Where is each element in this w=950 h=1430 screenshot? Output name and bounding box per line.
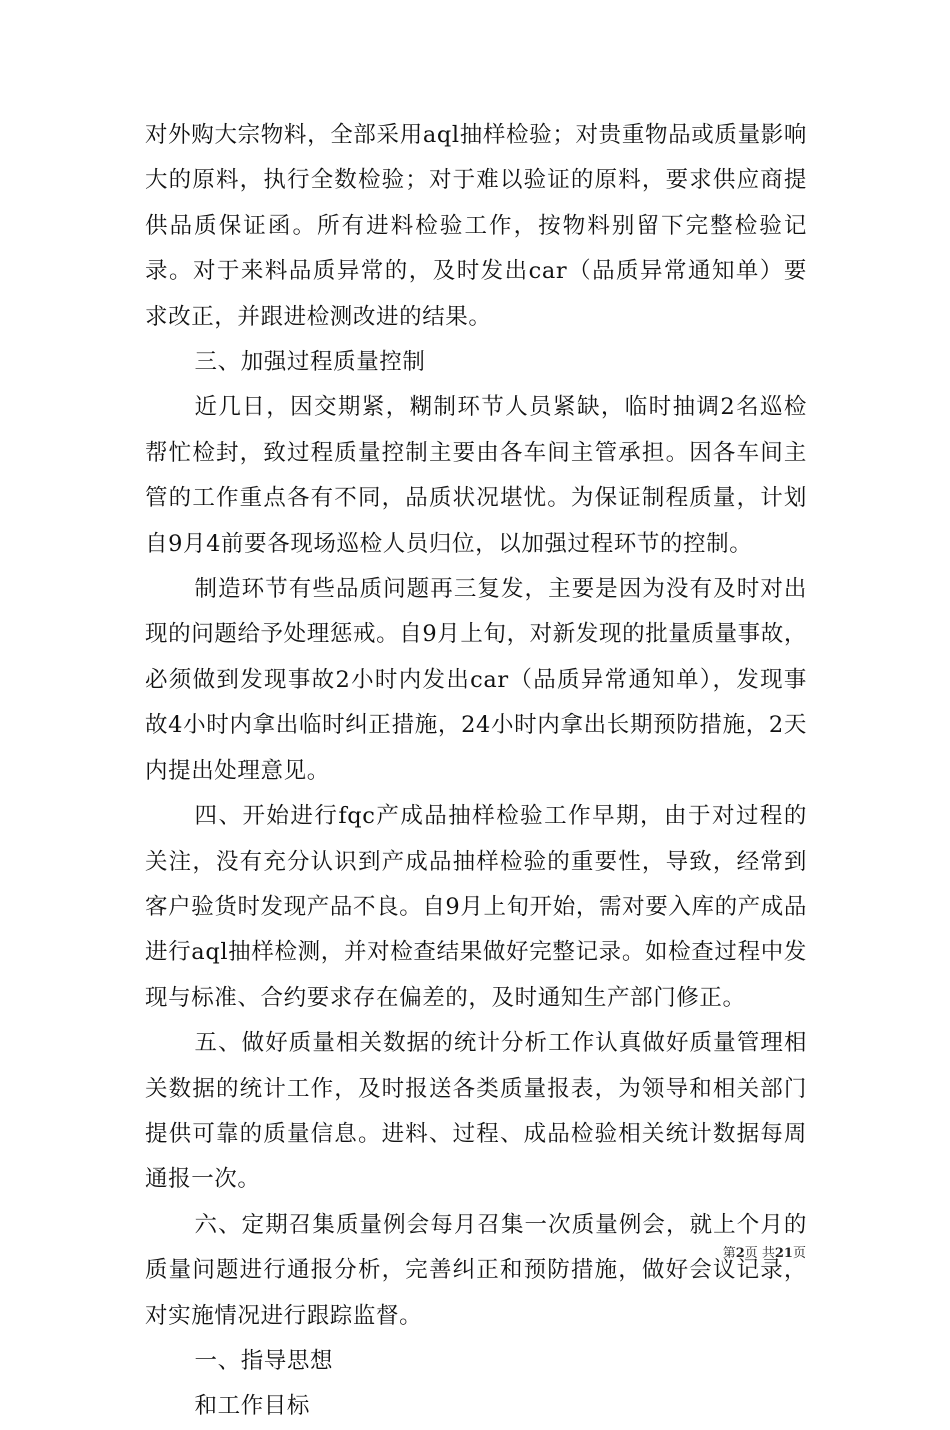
section-heading-process-control: 三、加强过程质量控制	[194, 349, 426, 376]
paragraph-incoming-inspection: 对外购大宗物料，全部采用aql抽样检验；对贵重物品或质量影响大的原料，执行全数检验；对于难以验证的原料，要求供应商提供品质保证函。所有进料检验工作，按物料别留下完整检验记录。对于来料品质异常的，及时发出car（品质异常通知单）要求改正，并跟进检测改进的结果。	[145, 122, 807, 330]
paragraph-quality-meeting: 六、定期召集质量例会每月召集一次质量例会，就上个月的质量问题进行通报分析，完善纠正和预防措施，做好会议记录，对实施情况进行跟踪监督。	[145, 1211, 807, 1329]
document-body	[145, 113, 807, 1430]
footer-suffix: 页	[792, 1246, 806, 1261]
footer-middle: 页 共	[744, 1246, 775, 1261]
current-page-number: 2	[735, 1246, 745, 1261]
section-heading-work-goals: 和工作目标	[194, 1393, 311, 1420]
paragraph-quality-incidents: 制造环节有些品质问题再三复发，主要是因为没有及时对出现的问题给予处理惩戒。自9月上旬，对新发现的批量质量事故，必须做到发现事故2小时内发出car（品质异常通知单），发现事故4小时内拿出临时纠正措施，24小时内拿出长期预防措施，2天内提出处理意见。	[145, 576, 807, 784]
total-pages-number: 21	[774, 1246, 793, 1261]
paragraph-patrol-inspection: 近几日，因交期紧，糊制环节人员紧缺，临时抽调2名巡检帮忙检封，致过程质量控制主要由各车间主管承担。因各车间主管的工作重点各有不同，品质状况堪忧。为保证制程质量，计划自9月4前要各现场巡检人员归位，以加强过程环节的控制。	[145, 394, 807, 557]
section-heading-guiding-thought: 一、指导思想	[194, 1347, 334, 1374]
page-number-footer	[723, 1244, 806, 1264]
footer-prefix: 第	[722, 1246, 736, 1261]
paragraph-fqc-sampling: 四、开始进行fqc产成品抽样检验工作早期，由于对过程的关注，没有充分认识到产成品抽样检验的重要性，导致，经常到客户验货时发现产品不良。自9月上旬开始，需对要入库的产成品进行aql抽样检测，并对检查结果做好完整记录。如检查过程中发现与标准、合约要求存在偏差的，及时通知生产部门修正。	[145, 803, 807, 1011]
paragraph-statistics: 五、做好质量相关数据的统计分析工作认真做好质量管理相关数据的统计工作，及时报送各类质量报表，为领导和相关部门提供可靠的质量信息。进料、过程、成品检验相关统计数据每周通报一次。	[145, 1030, 807, 1193]
